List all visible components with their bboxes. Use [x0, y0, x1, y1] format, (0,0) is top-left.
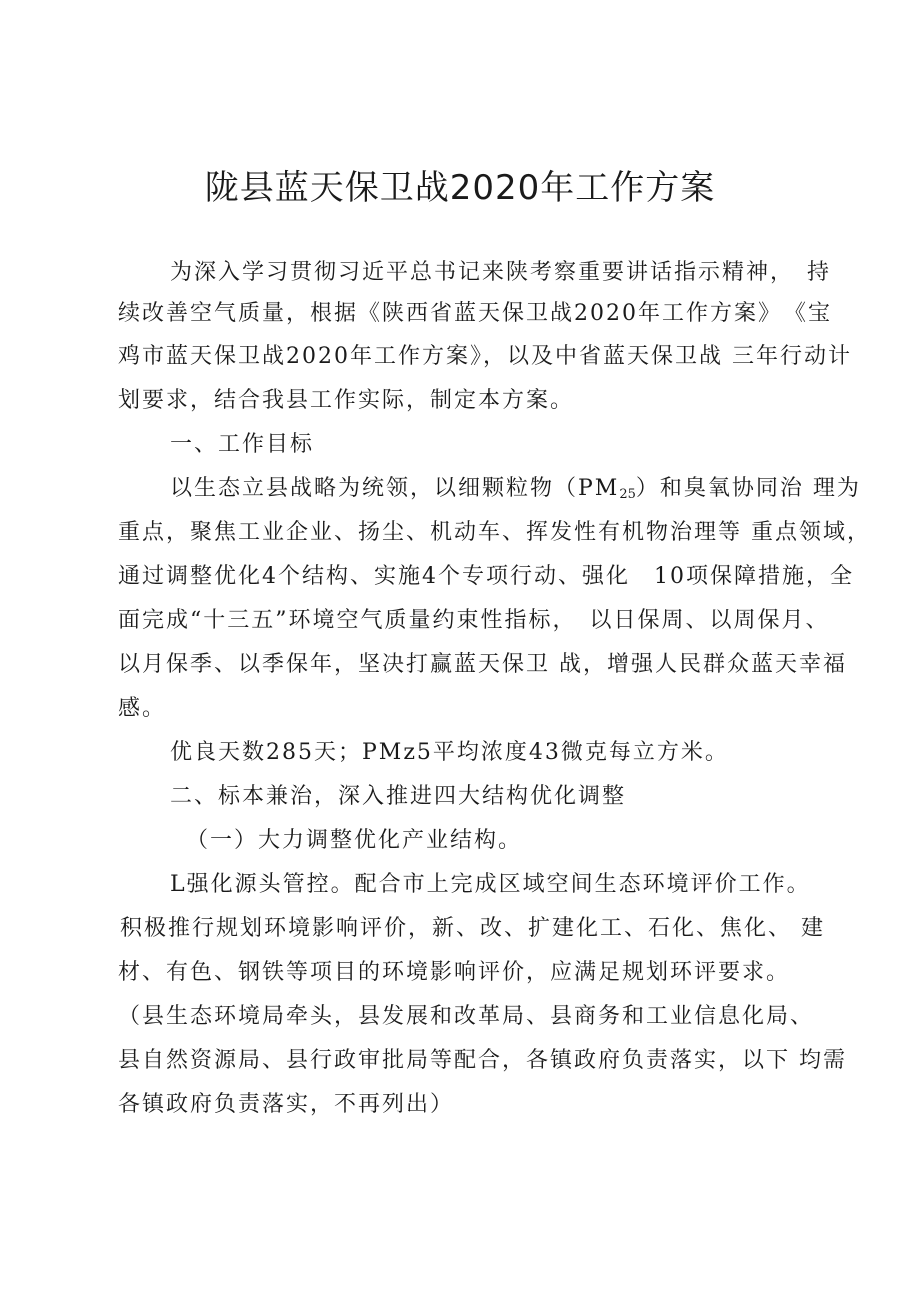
item-line-1: L强化源头管控。配合市上完成区域空间生态环境评价工作。 [170, 872, 811, 897]
item-line-3: 材、有色、钢铁等项目的环境影响评价，应满足规划环评要求。 [118, 960, 791, 985]
subsection-heading-2-1: （一）大力调整优化产业结构。 [186, 828, 523, 853]
goal-line-3: 通过调整优化4个结构、实施4个专项行动、强化 10项保障措施，全 [118, 564, 854, 589]
goal-line-4: 面完成“十三五”环境空气质量约束性指标， 以日保周、以周保月、 [118, 608, 830, 633]
goal-line-1 [170, 474, 861, 510]
intro-line-3: 鸡市蓝天保卫战2020年工作方案》，以及中省蓝天保卫战 三年行动计 [118, 344, 852, 369]
goal-line-2: 重点，聚焦工业企业、扬尘、机动车、挥发性有机物治理等 重点领域， [118, 520, 871, 545]
section-heading-2: 二、标本兼治，深入推进四大结构优化调整 [170, 784, 627, 809]
intro-line-2: 续改善空气质量，根据《陕西省蓝天保卫战2020年工作方案》 《宝 [118, 301, 832, 326]
document-title: 陇县蓝天保卫战2020年工作方案 [204, 168, 716, 208]
pm-subscript: 25 [619, 487, 636, 502]
section-heading-1: 一、工作目标 [170, 432, 315, 457]
intro-line-4: 划要求，结合我县工作实际，制定本方案。 [118, 388, 575, 413]
goal-line-5: 以月保季、以季保年，坚决打赢蓝天保卫 战，增强人民群众蓝天幸福 [118, 652, 847, 677]
goal-line-1-part-a: 以生态立县战略为统领，以细颗粒物（PM [170, 476, 620, 501]
item-line-2: 积极推行规划环境影响评价，新、改、扩建化工、石化、焦化、 建 [120, 916, 825, 941]
item-line-5: 县自然资源局、县行政审批局等配合，各镇政府负责落实，以下 均需 [118, 1048, 847, 1073]
item-line-4: （县生态环境局牵头，县发展和改革局、县商务和工业信息化局、 [118, 1004, 815, 1029]
item-line-6: 各镇政府负责落实，不再列出） [118, 1092, 455, 1117]
goal-line-1-part-b: ）和臭氧协同治 理为 [635, 476, 861, 501]
target-line: 优良天数285天；PMz5平均浓度43微克每立方米。 [170, 740, 729, 765]
intro-line-1: 为深入学习贯彻习近平总书记来陕考察重要讲话指示精神， 持 [170, 260, 832, 285]
goal-line-6: 感。 [118, 696, 167, 721]
